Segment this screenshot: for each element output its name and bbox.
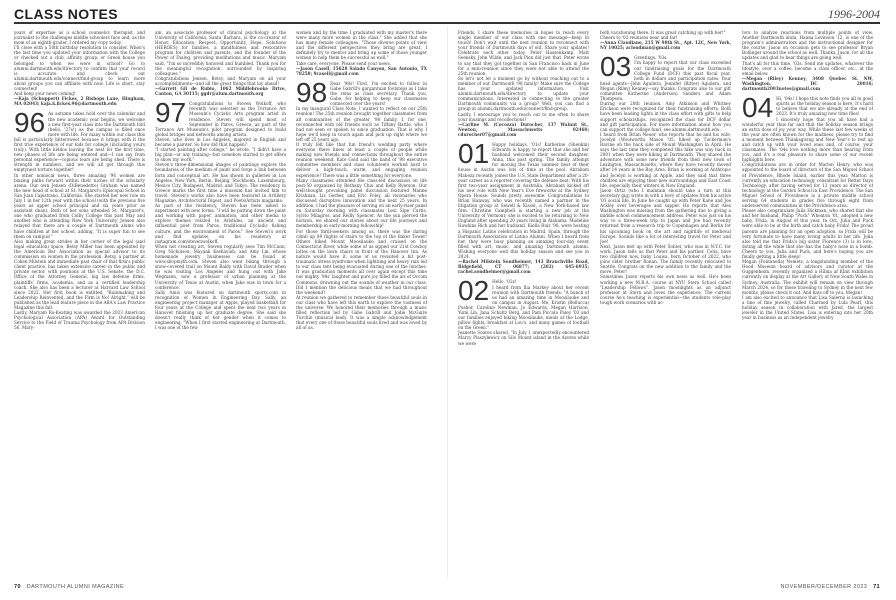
years-range: 1996-2004 (828, 7, 880, 21)
paragraph: I am also excited to announce that Lisa Salerno is launching a line of fine jewelry, called Charmed by Lula Pearl, this holiday season in collaboration with Jared, the largest jeweler in the United States. Lisa is entering into her 20th year in business as an independent jewelry (742, 294, 873, 321)
paragraph: Friends, I share these memories in hopes to reach every single member of our class with one message—keep in touch! Don't wait until the next reunion to reconnect with your friends of Dartmouth days of old. Share your updates! Celebrate each other today. Peter Hassenkamp, Matt Seensky, John Wilde, and Jack Pien did just that. Peter wrote to say that they got together in San Francisco back in June for a mini-reunion since they were not able to attend the 25th reunion. (458, 30, 589, 76)
paragraph: When not creating art, Steven regularly sees Tim McCann, Greg Nicholson, Mayank Keshaviah, and Amy Lin, whose homemade jewelry businesses can be found at www.shopmylh.com. Steven also went biking through a snow-covered trail on Mount Baldy with David Brader when he was visiting Los Angeles and hung out with Jake Wegmann, now a professor of urban planning at the University of Texas at Austin, when Jake was in town for a conference. (155, 243, 286, 290)
page-number-right: 71 (873, 584, 880, 590)
paragraph: Congratulations are in order for Marlon Henry, who was appointed to the board of directors of the San Miguel School of Providence, Rhode Island, earlier this year. Marlon is currently an education technology consultant for Better Days Technology, after having served for 12 years as director of technology at the Gordon School in East Providence. The San Miguel School of Providence is a private middle school serving 64 students in grades five through eight from underserved communities in the Providence area. (742, 162, 873, 209)
paragraph: I heard from Brian Neuer, who reports that he and his wife, Jocelyn (Woolworth) Mason '05, hiked up Tuckerman's Ravine on the back side of Mount Washington in April. He says the last time they completed this hike was way back in 2001 when they were hiking at Dartmouth. They shared the adventure with some new friends from their new town of Lexington, Massachusetts, where they have recently moved after 14 years in the Bay Area. Brian is working at Anthropic and Jocelyn is working at Apple, and they said that three children are enjoying their new surroundings and East Coast life, especially their winters in New England. (600, 131, 731, 188)
paragraph: It truly felt like that fun friend's wedding party where everyone there knew at least a couple of people while making new friends and connections throughout the entire reunion weekend. Kate Gold said the band of '98 executive committee members and class volunteers worked hard to deliver a high-touch, warm, and engaging reunion experience! There was a little something for everyone. (296, 141, 427, 178)
footer-right (781, 584, 880, 590)
magazine-title: DARTMOUTH ALUMNI MAGAZINE (26, 584, 125, 590)
header-rule (14, 22, 880, 24)
paragraph: Steven's three-dimensional images of paintings explore the boundaries of the medium of paint and forge a link between form and conceptual art. He has shown in galleries in Los Angeles, New York, Berlin, Beijing, Stockholm, Luxembourg, Mexico City, Budapest, Madrid, and Tokyo. The residency in Greece marks the first time a museum has invited him to travel. Steven's works also have been featured in Artillery Magazine, Architectural Digest, and Poets/Artists magazine. (155, 162, 286, 203)
footer-left (14, 584, 124, 590)
column-6 (742, 30, 873, 570)
paragraph: So let's not let a moment go by without reaching out to a member of our Dartmouth '98 family! Make sure the College has your updated information. Visit alumni.dartmouth.edu/directory to update your communications. Interested in connecting to the greater Dartmouth community via a group? Well, you can find a group at alumni.dartmouth.edu/connect/find-group. (458, 75, 589, 112)
author-signoff: —Megan (Riley) Kenney, 3408 Quebec St. NW, Washington, DC 20016; dartmouth2003notes@gmail.com (742, 75, 873, 92)
paragraph: Steven, who lives in Los Angeles, majored in English and became a painter. So how did that happen? (155, 136, 286, 147)
paragraph: Take care, everyone. Please send your news. (296, 60, 391, 66)
paragraph: "I started painting after college," he wrote. "I didn't have a big plan—or any training—but somehow started to get offers to show my work." (155, 147, 286, 163)
paragraph: As autumn takes hold over the calendar and the new academic year begins, we welcome a new first-year class into the Dartmouth fold (hello, '27s!) as the campus is filled once more with life. For many within our class this fall is particularly bittersweet because it brings with it the first true experience of our kids for college (including yours truly). With little kiddos leaving the nest for the first time, new phases of life are being entered and—I can say from personal experience—copious tears are being shed. There is strength in numbers, and we will all get through this emptynest torture together! (14, 111, 145, 173)
paragraph: Happy holidays, '01s! Katherine (Shenkin) Edwards is happy to report that she and her husband welcomed their second daughter, Anna, this past spring. The family attempt for moving the Texas summer heat of their house in Austin was lots of time at the pool. Abraham Mabeza recently joined the U.S. State Department after a 20-year career as a reporter covering the defense beat. With his first two-year assignment in Australia, Abraham kicked off his new role with New Year's Eve fireworks at the Sydney Opera House. Sounds pretty awesome. Congratulations to Brian Hanway, who was recently named a partner in the litigation group at Sewell & Kissel, a New York-based law firm. Christine Campbell is starting a new job at the University of Vermont; she is excited to be returning to New England after spending 20 years living in Alabama. Madeline Hawkins Rich and her husband, Kiella Ruiz '98, were hosting a Hispanic Latino celebration in Madrid, Spain, through the Dartmouth Association of Latino Alumni. When I heard from her, they were busy planning an amazing four-day event filled with art, music, and amazing Dartmouth alumni. Wishing everyone well this holiday season and see you in 2024. (458, 141, 589, 260)
author-signoff: —Anna Claudiano, 215 W 98th St., Apt. 12C, New York, NY 10025; acloudman@gmail.com (600, 40, 731, 51)
paragraph: Next, Jason met up with Peter Sohler, who was in N.Y.C. for work. Jason tells us that Peter and his partner, Celia, have two children now, baby Louisa, born October of 2022, who joins older brother Ronan. The family recently relocated to Seattle. Congrats on the new addition to the family and the move, Peter! (600, 243, 731, 275)
class-year-98: 98 (296, 76, 328, 108)
class-year-97: 97 (155, 97, 187, 129)
paragraph: Dear '98s! First, I'm excited to follow in Gabe Gabrill's gargantuan footsteps as I take the reins as class secretary. Thank you, Gabe, for helping to keep our classmates connected over the years! (330, 80, 427, 107)
paragraph: years of expertise as a school counselor, therapist, and journalist to the challenges middle schoolers face and, as the mom of an eighth-grader, I ordered my copy today. (14, 30, 145, 46)
paragraph: Sally Amis was featured on dartmouth sports.com in recognition of Women in Engineering Day. Sally, an engineering project manager at Apple, played basketball for four years at the College and spent the next two years in Hanover finishing up her graduate degree. She said she doesn't really think of her gender when it comes to engineering. "When I first started engineering at Dartmouth, I was one of the few (155, 289, 286, 331)
column-5 (600, 30, 731, 570)
paragraph: Jeanette Soares shared, "In July 1 unexpectedly encountered Marcy Plaszylewicz on Silo Mount island in the Azores while we were (458, 330, 589, 346)
paragraph: And keep your news coming! (14, 91, 76, 97)
author-signoff: —Kaja (Schuppert) Fickes, 2 Bishops Lane, Hingham, MA 02043; kaja.k.fickes.96@dartmouth.edu (14, 96, 145, 107)
paragraph: During our 20th reunion, Amy Atkinson and Whitney Erickson were recognized for their fundraising efforts. Both have been leading lights in the class effort with gifts to help support scholarships, recognized the class for DCF dollar and gift participation. For more information about how you can support the college fund, see alumni.dartmouth.edu. (600, 101, 731, 132)
paragraph: Sometimes Jason reports his own news as well. He's been working a new M.B.A. course at NYU Stern School called "Leadership Fellows". Jason moonlights as an adjunct professor at Stern and loves the experience. The current course he's teaching is experiential—the students role-play tough work scenarios with ac- (600, 274, 731, 305)
class-year-04: 04 (742, 92, 774, 124)
issue-date: NOVEMBER/DECEMBER 2023 (780, 584, 868, 590)
column-2 (155, 30, 286, 570)
paragraph: Congratulations to Steven Wolkoff, who recently was selected as the Torrance Art Museum's Cyclatic Arts program artist in residence. Steven will spend most of September in Paros, Greece, as part of the Torrance Art Museum's pilot program designed to build global bridges and networks among artists. (155, 101, 286, 137)
paragraph: That's all for this time, '03s. Send me updates, whatever the lifestyle, over a coffee, become a class officer, etc., at the email below. (742, 60, 873, 76)
paragraph: In my inaugural Class Note, I wanted to reflect on our 25th reunion! The 25th reunion brought together classmates from all communities of the greater '98 family. I, for one, reconnected with old friends such as Tiffany Battle, who I had not seen or spoken to since graduation. That is why I hope we'll keep in touch again and pick up right where we left off 25 years ago. (296, 106, 427, 142)
class-year-03: 03 (600, 51, 632, 83)
author-signoff: —Garrett Gil de Rubio, 1062 Middlebrooke Drive, Canton, GA 30115; ggdr@alum.dartmouth.org (155, 86, 286, 97)
paragraph: I sincerely hope that you all have had a wonderful year thus far and that the holiday season brings an extra dose of joy your way. While these last few weeks of the year are often known for the madness, please try to find a moment between Thanksgiving and New Year's to rest up and catch up with your loved ones and, of course, your classmates. The '04s love nothing more than hearing from you, and it's a real pleasure to share some of our recent highlights here. (742, 116, 873, 163)
paragraph: Hello, '02s! (492, 279, 517, 285)
class-year-96: 96 (14, 107, 46, 139)
paragraph: I'm happy to report that our class exceeded our fundraising goals for the Dartmouth College Fund (DCF) this past fiscal year, both in dollars and participation rates. Your head agents—John Aguilera, Jennifer (Ritter) Aguilera, and Megan (Riley) Kenney—say thanks. Congrats also to our gift committee Katherine (Anderson) Sanders and Adam Thompson. (600, 60, 731, 102)
paragraph: As part of the residency, Steven has been asked to experiment with new forms. "I will be putting down the paint and working with paper, animation, and other media to explore themes related to Aristides, an ancient and influential poet from Paros, traditional Cycladic fishing culture, and the environment of Paros." See Steven's work and find updates on his residency at instagram.com/stevenwolkoff. (155, 203, 286, 244)
paragraph: I'll close with a 50th birthday resolution to consider. When's the last time you updated your information with the College or checked out a club, affinity group, or Greek house you belonged to when we were in school? Go to alumni.dartmouth.edu/directory to confirm that your record is accurate and check out alumni.dartmouth.edu/connect/find-group to learn more about groups you can affiliate with now. Life is short, stay connected! (14, 45, 145, 92)
paragraph: For those thrill-seekers among us, there was the daring climb up 89 flights of stairs to the top of the Baker Tower! Others hiked Mount Moosilauke and cruised on the Connecticut River, while some of us sipped our 21st Cowboy lattes on the lawn chairs in front of the Hanover Inn. As nature would have it, some of us revisited a hit post-traumatic stress syndrome when lightning and heavy rain led to our class tent being evacuated during one of the lunches. It was graduation moments all over again except this time our mighty '98s' laughter and pure joy filled the air of Occom Commons, drowning out the sounds of weather in our class. Did I mention the delicious meals that we had throughout the weekend? (296, 228, 427, 295)
author-signoff: —Rachel Milstein Sondheimer, 143 Branchville Road, Ridgefield, CT 06877; (202) 645-6935; rachel.sondheimer@gmail.com (458, 259, 589, 275)
column-1 (14, 30, 145, 570)
paragraph: Congratulations Jensen, Betsy, and Maryam on all your accomplishments—and all the great things that lay ahead! (155, 75, 286, 86)
paragraph: At reunion we gathered to remember those beautiful souls in our class who have left this earth to explore the vastness of the universe. We honored their memories through a music filled reflection led by Gabe Gabrill and Jodie McGuire Turchin (musical lead). It was a simple acknowledgement that every one of those beautiful souls lived and was loved by all of us. (296, 294, 427, 331)
paragraph: Also making great strides in her corner of the legal (and legal education) space, Betsy Miller has been appointed by the American Bar Association as special advisor to its commission on women in the profession. Betsy, a partner at Cohen Milstein and immediate past chair of that firm's public client practice, has taken extensive career in the public and private sector, with positions at the U.S. Senate, the D.C. Office of the Attorney General, big law defense firms, plaintiffs' firms, academia, and as a certified leadership coach. She also has been a lecturer at Harvard Law School since 2022. Her first book is entitled, "Rainmaking and Leadership Reinvented, and the Firm is No! Alright," will be published as the lead feature piece in the ABA's Law Practice Magazine this fall. (14, 238, 145, 310)
paragraph: Please also congratulate Julia Hickman, who shared that she and her husband, Philip "Puck" Wheaton '01, adopted a new baby, Frida, in August of this year. In Oct, Julia and Puck were able to be at the birth and catch baby Frida! The proud parents are planning for an open adoption, so Frida will be very fortunate to have many loving adults in her life. Julia also told me that Frida's big sister Florence (3) is in love, doting all the while that she has the baby's nose in a bomb. Cheers to you, Julia and Puck, and here's hoping you are finally getting a little sleep! (742, 208, 873, 260)
paragraph: In other nonlocal news, three amazing '96 women are blazing paths forward within their niches of the scholarly arena. Our own Jensen (DiBenedetto) Graham was named the new head of school at St. Margaret's Episcopal School in San Juan Capistrano, California. She started her new role on July 1 in her 12th year with the school (with the previous five years as upper school principal and six years prior as assistant dean). Both of her sons attended St. Margaret's, one who graduated from Colby College this past May and another who is attending New York University. Jensen also relayed that there are a couple of Dartmouth alums who have children at her school, adding, "It is super fun to see them on campus!" (14, 172, 145, 239)
paragraph: Hi, '04s! I hope this note finds you all in good spirits as the holiday season is here. It's hard to believe that we are already at the end of 2023. It's truly amazing how time flies! (776, 96, 873, 117)
paragraph: Many classmates attended the class-led discussion on life post-50 organized by Bethany Chiu and Kelly Ryerson. Our well-thought provoking panel discussion featured Manne Krishnan, Liz Gerber, and Eric Foley, all visionaries who discussed disruptive innovation and the next 25 years. In addition, I had the pleasure of serving on an early-riser panel on Saturday morning with classmates Lexi Sipe Curtis, Sylvio Milagros, and Reilly Spencer. As the sun pierced the horizon, we shared our stories about our life journeys and membership in early-morning fellowship! (296, 177, 427, 229)
page-gutter (447, 26, 448, 578)
paragraph: Greetings, '03s. (634, 55, 668, 61)
author-signoff: —Carline M. (Cocozza) Durocher, 137 Walnut St., Newton, Massachusetts 02460; cdurocher07@gmail.com (458, 121, 589, 137)
paragraph: I heard from Ilia Markey about her recent reunion with Dartmouth friends: "A bunch of us had an amazing time in Moosilauke and on campus in August. Me, Kristin (Bellucca) Pushor, Caroline Newman, Jo Edwards, Megan Harrison, Yumi Lin, Jana Schultz Berg, and Pam Piccola Paley '03 and our families enjoyed hiking Moosilauke, meals at the Lodge, pillow fights, breakfast at Lou's, and many games of football on the Green." (458, 284, 589, 331)
paragraph: Megan (Fontanella) Nemetz, a longstanding member of the Hood Museum board of advisors and curator at the Guggenheim, recently organized a Hilma af Klint exhibition currently on display at the Art Gallery of New South Wales in Sydney, Australia. The exhibit will remain on view through March 2024, so for those traveling to Sydney in the next few months, please check it out. And hats off to you, Megan! (742, 259, 873, 295)
paragraph: am, an associate professor of clinical psychology at the University of California, Santa Barbara, is the co-creator of Honor, Education, Respect, Opportunity, Hope, Solutions (HEROES) for families, a mindfulness and restorative program for children and parents, and the founder of the Power of Dialog, providing meditations and music. Maryam said, "I'm so incredibly honored and humbled. Thank you for the meaningful recognition, surrounded by inspiring colleagues." (155, 30, 286, 76)
author-signoff: —Jason Casell, 15628 Salado Canyon, San Antonio, TX 78258; 9casell@gmail.com (296, 65, 427, 76)
class-year-01: 01 (458, 137, 490, 169)
section-title: CLASS NOTES (14, 6, 118, 22)
page-number-left: 70 (14, 584, 21, 590)
paragraph: Cheers to '02 reunions near and far! (600, 35, 678, 41)
class-year-02: 02 (458, 275, 490, 307)
paragraph: women and by the time I graduated with my master's there were many more women in the class." She added that she has many female colleagues. "Those diverse points of view and the different perspectives they bring are great. I definitely try to mentor and bring up some of those younger women to help them be successful as well." (296, 30, 427, 61)
column-3 (296, 30, 427, 570)
paragraph: Lastly, Maryam Ro-Keating was awarded the 2023 American Psychological Association (APA) Award for Outstanding Service to the Field of Trauma Psychology from APA Division 56. Mary- (14, 310, 145, 331)
paragraph: tors to analyze reactions from multiple points of view. Another Dartmouth alum, Hanna Levinson '12, is one of the program's administrators and the instructional designer for the course. Jason on occasion gets to see professor Bryan Bollinger around the school as well. Thanks, Jason, for all the updates and glad to hear things are going well. (742, 30, 873, 61)
column-4 (458, 30, 589, 570)
paragraph: both vacationing there. It was great catching up with her!" (600, 30, 726, 35)
paragraph: Lastly, I encourage you to reach out to me often to share your musings and recollections! (458, 111, 589, 122)
paragraph: Jason Ortiz (who I maintain should take a turn at this secretary gig) wrote in with a bevy of updates from his active '03 social life. In June he caught up with Peter Kane and Joe Ackley over beverages and supper. He reports that Alex Washington was missing from the gathering due to giving a middle school commencement address. Peter was just on his way to a three-week trip to Japan and Joe had recently returned from a research trip to Copenhagen and Berlin for his upcoming book on the art and nightlife of medieval Europe. Sounds like a lot of interesting travel for Peter and Joe! (600, 187, 731, 244)
